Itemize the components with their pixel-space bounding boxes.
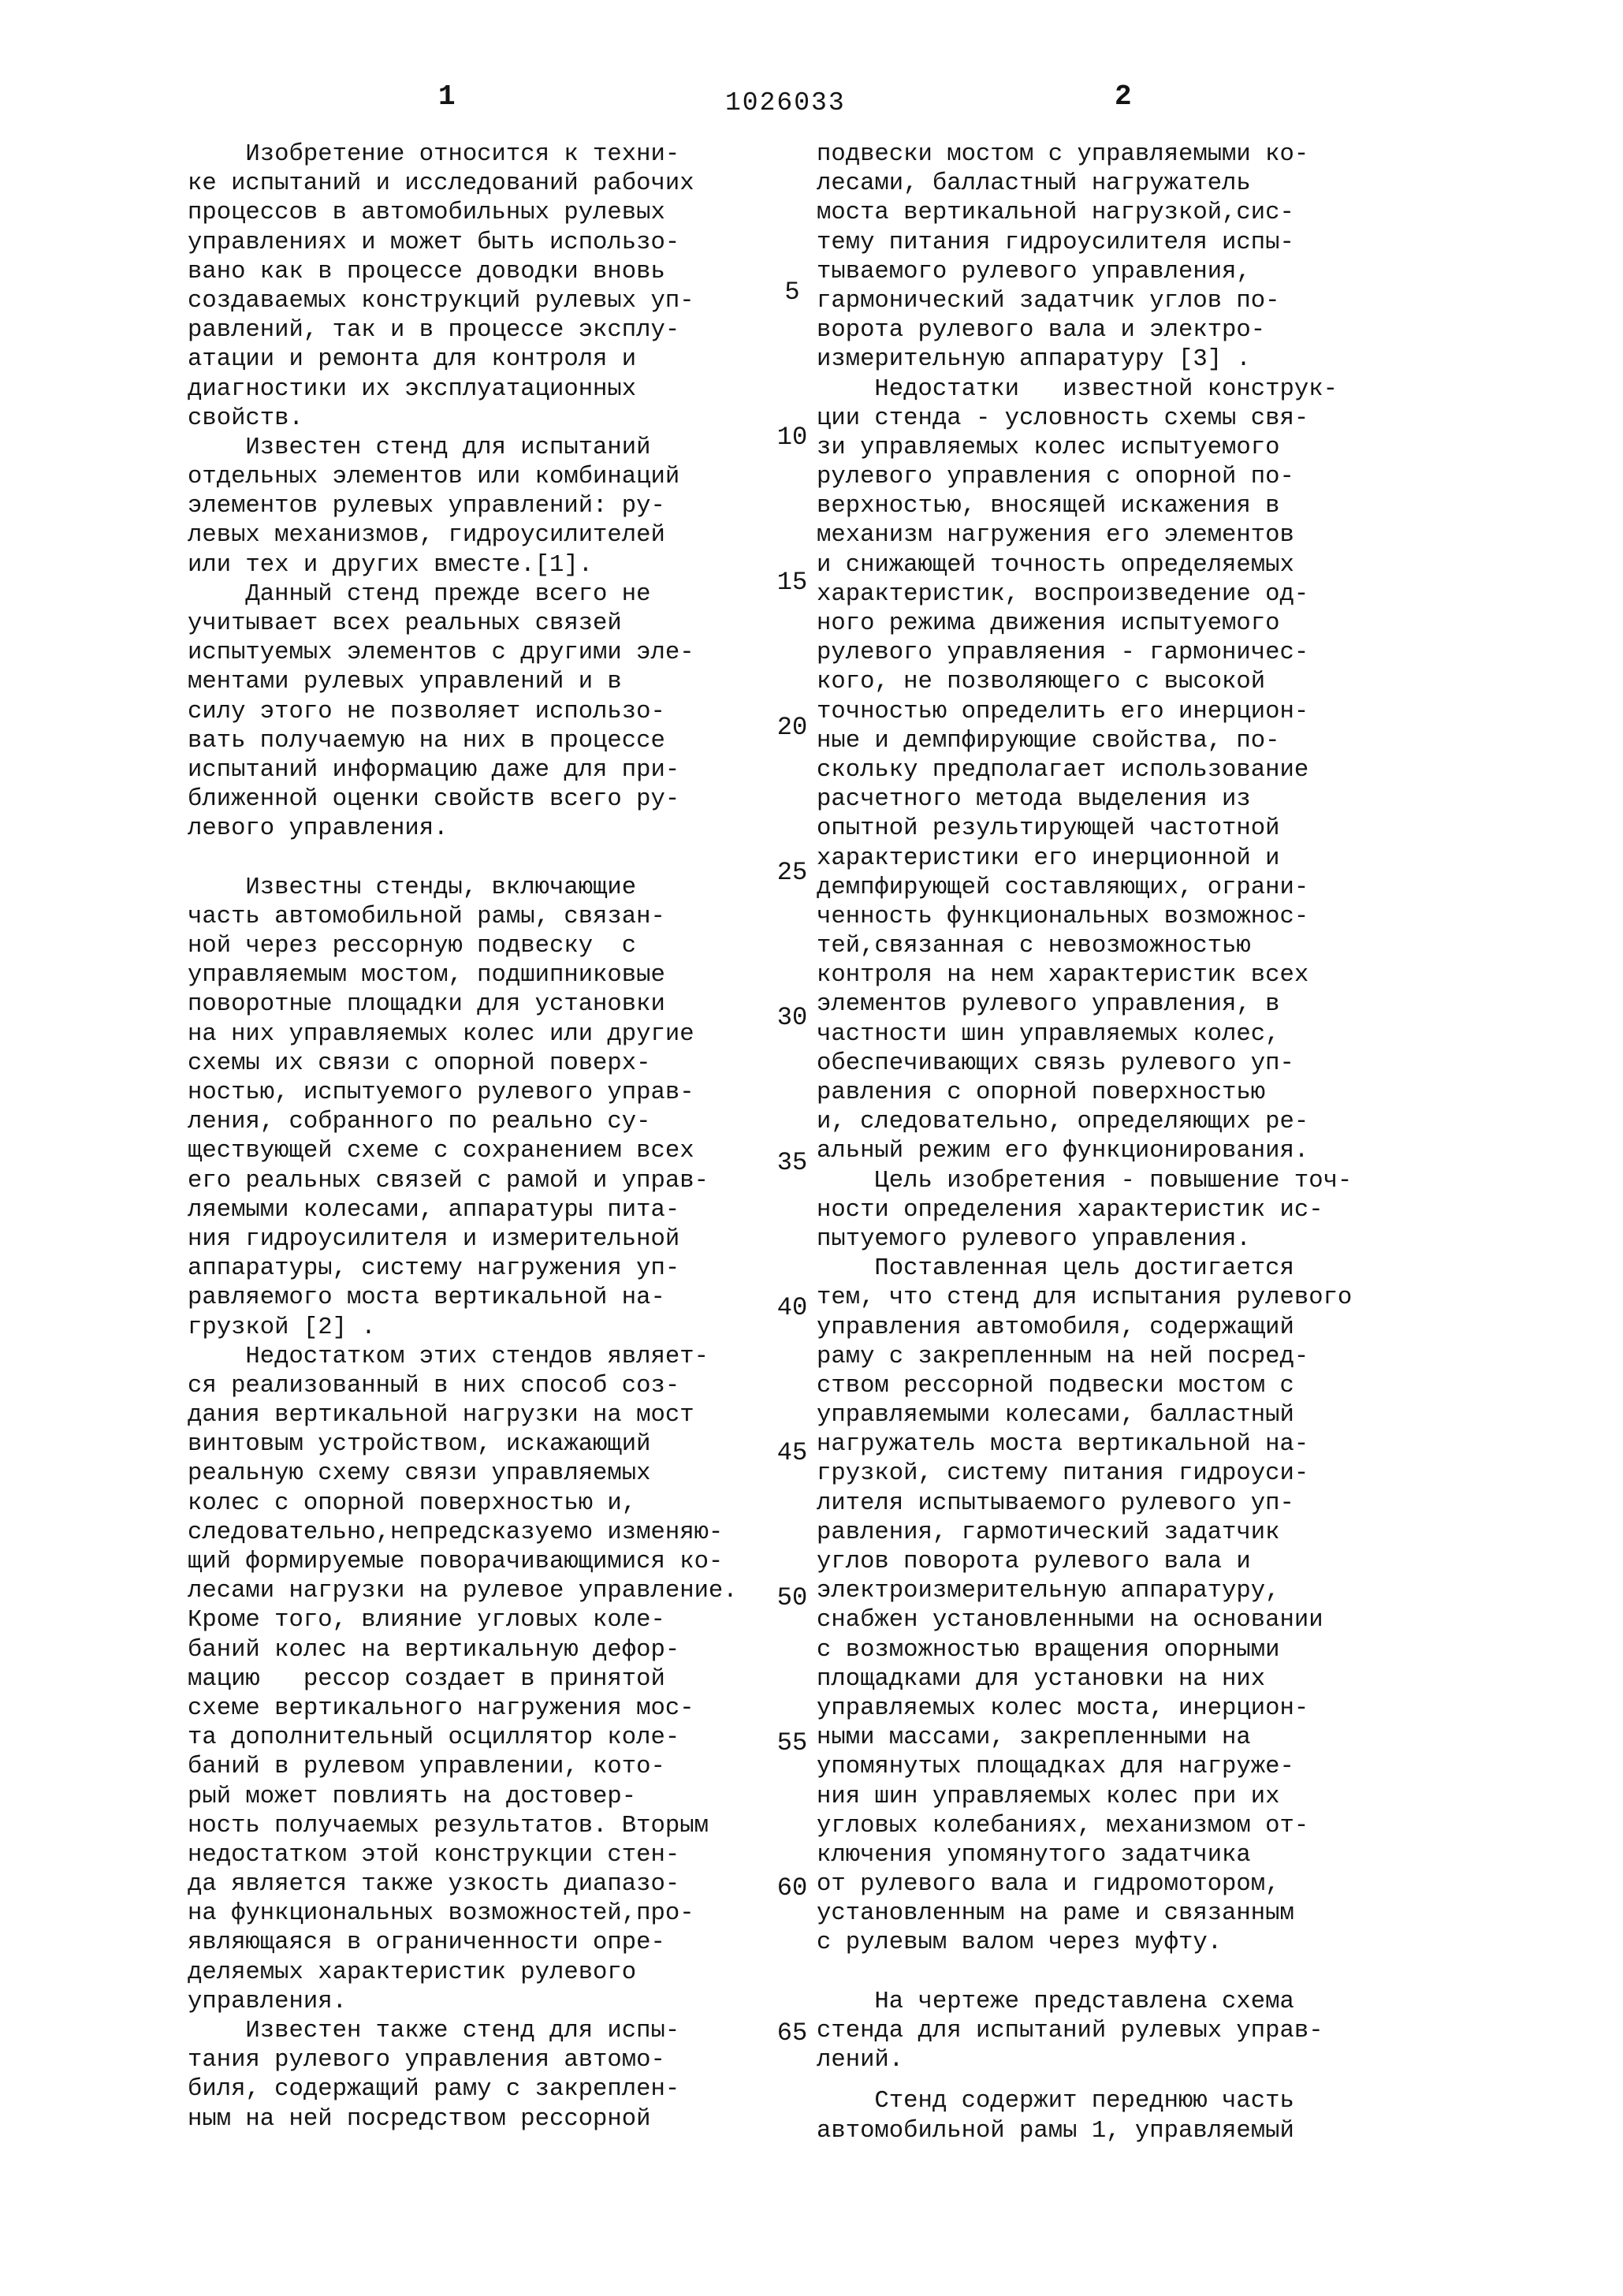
text-line: ции стенда - условность схемы свя-	[817, 404, 1309, 432]
line-number: 15	[776, 568, 808, 597]
text-line: электроизмерительную аппаратуру,	[817, 1578, 1280, 1605]
text-line: лесами нагрузки на рулевое управление.	[188, 1578, 738, 1605]
text-line: да является также узкость диапазо-	[188, 1871, 680, 1899]
text-line: дания вертикальной нагрузки на мост	[188, 1402, 694, 1429]
paragraph-gap	[188, 844, 787, 874]
text-line: раму с закрепленным на ней посред-	[817, 1343, 1309, 1370]
text-line: ными массами, закрепленными на	[817, 1724, 1251, 1752]
left-column	[188, 140, 787, 2134]
line-number: 5	[784, 278, 800, 307]
text-line: являющаяся в ограниченности опре-	[188, 1929, 665, 1957]
text-line: испытаний информацию даже для при-	[188, 756, 680, 784]
page-number-right: 2	[1115, 80, 1132, 113]
text-line: аппаратуры, систему нагружения уп-	[188, 1255, 680, 1283]
line-number: 25	[776, 858, 808, 887]
text-line: левых механизмов, гидроусилителей	[188, 522, 665, 550]
text-line: винтовым устройством, искажающий	[188, 1431, 651, 1459]
paragraph	[817, 1254, 1416, 1959]
text-line: Недостатки известной конструк-	[817, 375, 1338, 403]
text-line: управлениях и может быть использо-	[188, 229, 680, 256]
text-line: Поставленная цель достигается	[817, 1255, 1294, 1283]
text-line: ности определения характеристик ис-	[817, 1196, 1323, 1224]
text-line: поворотные площадки для установки	[188, 991, 665, 1019]
patent-number: 1026033	[725, 88, 846, 117]
text-line: равлений, так и в процессе эксплу-	[188, 317, 680, 345]
text-line: мацию рессор создает в принятой	[188, 1665, 665, 1693]
line-number: 20	[776, 713, 808, 742]
text-line: ной через рессорную подвеску с	[188, 933, 637, 960]
text-line: часть автомобильной рамы, связан-	[188, 903, 665, 930]
text-line: реальную схему связи управляемых	[188, 1460, 651, 1488]
text-line: равления с опорной поверхностью	[817, 1079, 1266, 1106]
text-line: ченность функциональных возможнос-	[817, 903, 1309, 930]
line-number: 40	[776, 1293, 808, 1322]
paragraph-gap	[817, 1959, 1416, 1988]
text-line: тей,связанная с невозможностью	[817, 933, 1251, 960]
text-line: баний в рулевом управлении, кото-	[188, 1754, 665, 1781]
text-line: ближенной оценки свойств всего ру-	[188, 786, 680, 814]
paragraph	[817, 2087, 1416, 2145]
text-line: зи управляемых колес испытуемого	[817, 434, 1280, 461]
text-line: ления, собранного по реально су-	[188, 1109, 651, 1136]
text-line: недостатком этой конструкции стен-	[188, 1841, 680, 1869]
page-number-left: 1	[438, 80, 456, 113]
text-line: ляемыми колесами, аппаратуры пита-	[188, 1196, 680, 1224]
text-line: Изобретение относится к техни-	[188, 141, 680, 168]
text-line: грузкой [2] .	[188, 1314, 376, 1341]
text-line: процессов в автомобильных рулевых	[188, 199, 665, 227]
paragraph	[188, 1343, 787, 2017]
text-line: лителя испытываемого рулевого уп-	[817, 1489, 1294, 1517]
paragraph	[817, 1988, 1416, 2076]
text-line: ния шин управляемых колес при их	[817, 1783, 1280, 1810]
text-line: равляемого моста вертикальной на-	[188, 1284, 665, 1312]
text-line: На чертеже представлена схема	[817, 1988, 1294, 2015]
text-line: характеристики его инерционной и	[817, 844, 1280, 872]
text-line: демпфирующей составляющих, ограни-	[817, 874, 1309, 901]
text-line: на них управляемых колес или другие	[188, 1020, 694, 1048]
text-line: ность получаемых результатов. Вторым	[188, 1812, 709, 1839]
text-line: левого управления.	[188, 815, 449, 843]
text-line: лесами, балластный нагружатель	[817, 170, 1251, 198]
text-line: пытуемого рулевого управления.	[817, 1225, 1251, 1253]
text-line: Стенд содержит переднюю часть	[817, 2088, 1294, 2115]
text-line: тываемого рулевого управления,	[817, 258, 1251, 285]
text-line: Известен также стенд для испы-	[188, 2018, 680, 2044]
text-line: щий формируемые поворачивающимися ко-	[188, 1549, 724, 1575]
text-line: элементов рулевого управления, в	[817, 991, 1280, 1019]
text-line: схеме вертикального нагружения мос-	[188, 1694, 694, 1722]
text-line: свойств.	[188, 404, 303, 432]
text-line: Известен стенд для испытаний	[188, 434, 651, 461]
text-line: рый может повлиять на достовер-	[188, 1783, 637, 1810]
text-line: учитывает всех реальных связей	[188, 610, 622, 637]
paragraph	[817, 1167, 1416, 1255]
paragraph	[188, 874, 787, 1343]
right-column	[817, 140, 1416, 2146]
paragraph	[817, 140, 1416, 375]
text-line: снабжен установленными на основании	[817, 1607, 1323, 1634]
text-line: Цель изобретения - повышение точ-	[817, 1167, 1353, 1195]
text-line: моста вертикальной нагрузкой,сис-	[817, 199, 1294, 227]
text-line: баний колес на вертикальную дефор-	[188, 1636, 680, 1664]
text-line: и, следовательно, определяющих ре-	[817, 1109, 1309, 1136]
text-line: элементов рулевых управлений: ру-	[188, 493, 665, 520]
line-number: 65	[776, 2018, 808, 2048]
text-line: атации и ремонта для контроля и	[188, 346, 637, 374]
paragraph	[188, 434, 787, 580]
text-line: нагружатель моста вертикальной на-	[817, 1431, 1309, 1459]
text-line: верхностью, вносящей искажения в	[817, 493, 1280, 520]
text-line: характеристик, воспроизведение од-	[817, 580, 1309, 608]
text-line: ке испытаний и исследований рабочих	[188, 170, 694, 198]
text-line: угловых колебаниях, механизмом от-	[817, 1812, 1309, 1839]
text-line: ментами рулевых управлений и в	[188, 669, 622, 696]
text-line: управления автомобиля, содержащий	[817, 1314, 1294, 1341]
text-line: рулевого управляения - гармоничес-	[817, 639, 1309, 667]
text-line: Недостатком этих стендов являет-	[188, 1343, 709, 1370]
text-line: тему питания гидроусилителя испы-	[817, 229, 1294, 256]
text-line: создаваемых конструкций рулевых уп-	[188, 287, 694, 315]
text-line: установленным на раме и связанным	[817, 1900, 1294, 1928]
text-line: площадками для установки на них	[817, 1665, 1266, 1693]
text-line: упомянутых площадках для нагруже-	[817, 1754, 1294, 1781]
line-number: 35	[776, 1148, 808, 1177]
text-line: Кроме того, влияние угловых коле-	[188, 1607, 665, 1634]
text-line: расчетного метода выделения из	[817, 786, 1251, 814]
text-line: равления, гармотический задатчик	[817, 1519, 1280, 1546]
line-number: 55	[776, 1728, 808, 1757]
line-number: 60	[776, 1873, 808, 1903]
text-line: ключения упомянутого задатчика	[817, 1841, 1251, 1869]
text-line: ществующей схеме с сохранением всех	[188, 1138, 694, 1165]
text-line: опытной результирующей частотной	[817, 815, 1280, 843]
text-line: управляемым мостом, подшипниковые	[188, 962, 665, 990]
text-line: вано как в процессе доводки вновь	[188, 258, 665, 285]
text-line: лений.	[817, 2047, 904, 2074]
text-line: тания рулевого управления автомо-	[188, 2047, 665, 2074]
text-line: та дополнительный осциллятор коле-	[188, 1724, 680, 1752]
text-line: ством рессорной подвески мостом с	[817, 1372, 1294, 1400]
paragraph	[817, 375, 1416, 1167]
text-line: ся реализованный в них способ соз-	[188, 1372, 680, 1400]
text-line: испытуемых элементов с другими эле-	[188, 639, 694, 667]
text-line: гармонический задатчик углов по-	[817, 287, 1280, 315]
text-line: силу этого не позволяет использо-	[188, 698, 665, 725]
text-line: автомобильной рамы 1, управляемый	[817, 2117, 1294, 2145]
paragraph	[188, 2017, 787, 2134]
text-line: диагностики их эксплуатационных	[188, 375, 637, 403]
text-line: или тех и других вместе.[1].	[188, 551, 594, 579]
text-line: кого, не позволяющего с высокой	[817, 669, 1266, 696]
text-line: управляемыми колесами, балластный	[817, 1402, 1294, 1429]
text-line: ные и демпфирующие свойства, по-	[817, 727, 1280, 755]
line-number: 45	[776, 1438, 808, 1467]
line-number: 10	[776, 423, 808, 452]
text-line: ния гидроусилителя и измерительной	[188, 1225, 680, 1253]
text-line: с возможностью вращения опорными	[817, 1636, 1280, 1664]
text-line: ного режима движения испытуемого	[817, 610, 1280, 637]
text-line: биля, содержащий раму с закреплен-	[188, 2076, 680, 2104]
text-line: с рулевым валом через муфту.	[817, 1929, 1223, 1957]
text-line: грузкой, систему питания гидроуси-	[817, 1460, 1309, 1488]
paragraph-gap	[817, 2075, 1416, 2087]
paragraph	[188, 580, 787, 844]
text-line: на функциональных возможностей,про-	[188, 1900, 694, 1928]
line-number: 50	[776, 1583, 808, 1612]
text-line: следовательно,непредсказуемо изменяю-	[188, 1519, 724, 1546]
text-line: и снижающей точность определяемых	[817, 551, 1294, 579]
text-line: управляемых колес моста, инерцион-	[817, 1694, 1309, 1722]
text-line: управления.	[188, 1988, 347, 2015]
text-line: стенда для испытаний рулевых управ-	[817, 2018, 1323, 2044]
paragraph	[188, 140, 787, 434]
text-line: вать получаемую на них в процессе	[188, 727, 665, 755]
text-line: колес с опорной поверхностью и,	[188, 1489, 637, 1517]
text-line: отдельных элементов или комбинаций	[188, 464, 680, 491]
text-line: ворота рулевого вала и электро-	[817, 317, 1266, 345]
text-line: частности шин управляемых колес,	[817, 1020, 1280, 1048]
text-line: ностью, испытуемого рулевого управ-	[188, 1079, 694, 1106]
text-line: обеспечивающих связь рулевого уп-	[817, 1049, 1294, 1077]
text-line: схемы их связи с опорной поверх-	[188, 1049, 651, 1077]
text-line: Известны стенды, включающие	[188, 874, 637, 901]
text-line: от рулевого вала и гидромотором,	[817, 1871, 1280, 1899]
text-line: рулевого управления с опорной по-	[817, 464, 1294, 491]
text-line: подвески мостом с управляемыми ко-	[817, 141, 1309, 168]
text-line: его реальных связей с рамой и управ-	[188, 1167, 709, 1195]
line-number: 30	[776, 1003, 808, 1032]
text-line: тем, что стенд для испытания рулевого	[817, 1284, 1353, 1312]
text-line: альный режим его функционирования.	[817, 1138, 1309, 1165]
text-line: ным на ней посредством рессорной	[188, 2105, 651, 2133]
text-line: углов поворота рулевого вала и	[817, 1549, 1251, 1575]
text-line: Данный стенд прежде всего не	[188, 580, 651, 608]
text-line: скольку предполагает использование	[817, 756, 1309, 784]
text-line: точностью определить его инерцион-	[817, 698, 1309, 725]
text-line: измерительную аппаратуру [3] .	[817, 346, 1251, 374]
text-line: деляемых характеристик рулевого	[188, 1959, 637, 1986]
text-line: механизм нагружения его элементов	[817, 522, 1294, 550]
text-line: контроля на нем характеристик всех	[817, 962, 1309, 990]
